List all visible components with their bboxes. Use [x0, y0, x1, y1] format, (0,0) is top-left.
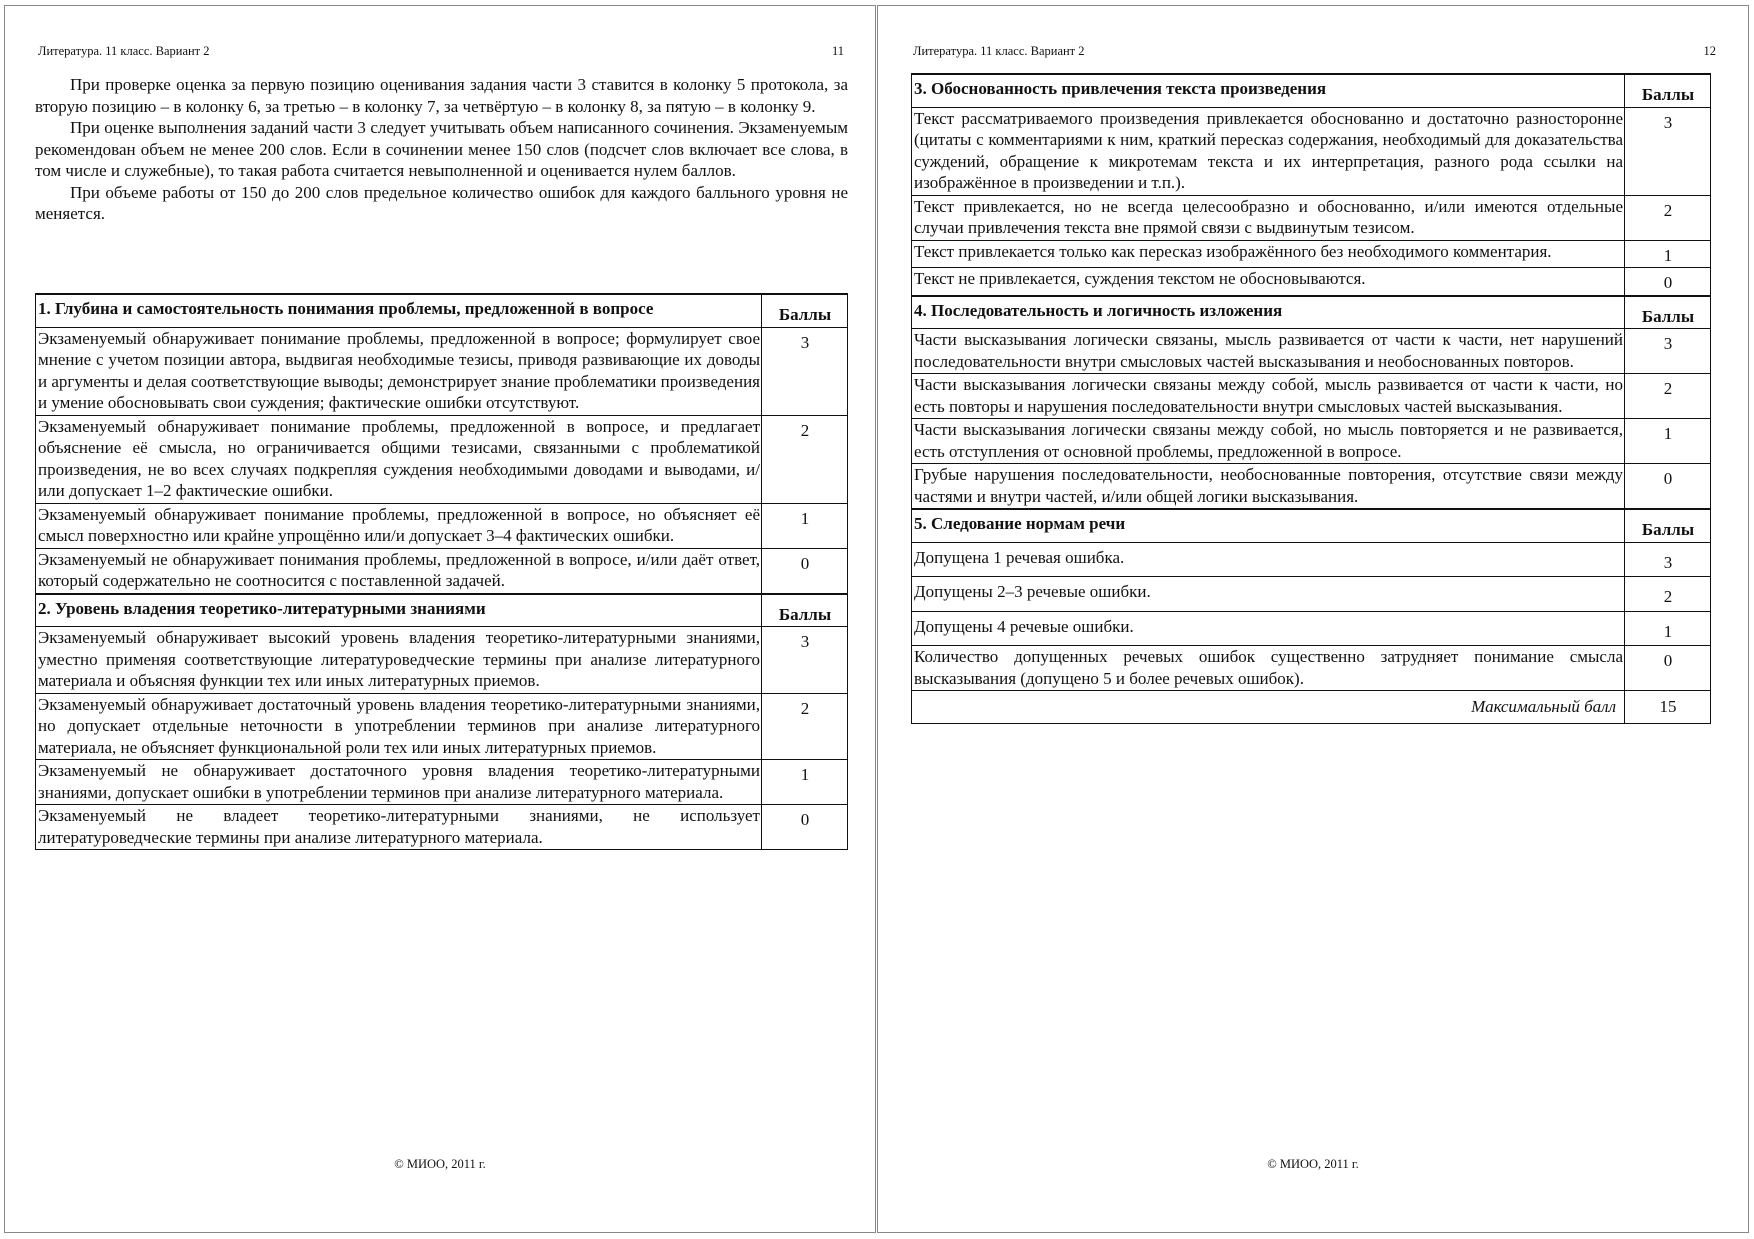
criterion-score: 3: [1625, 107, 1711, 195]
criterion-row: [36, 805, 848, 850]
criterion-row: [912, 240, 1711, 268]
criterion-text: Текст рассматриваемого произведения привлекается обоснованно и достаточно разносторонне (цитаты с комментариями к ним, краткий пересказ содержания, необходимый для доказательства суждений, обращение к микротемам текста и их интерпретация, разного рода ссылки на изображённое в произведении и т.п.).: [912, 107, 1625, 195]
intro-paragraph: При проверке оценка за первую позицию оценивания задания части 3 ставится в колонку 5 протокола, за вторую позицию – в колонку 6, за третью – в колонку 7, за четвёртую – в колонку 8, за пятую – в колонку 9.: [35, 75, 848, 116]
criterion-text: Допущены 2–3 речевые ошибки.: [912, 577, 1625, 612]
criterion-header: [36, 594, 848, 627]
criterion-text: Допущены 4 речевые ошибки.: [912, 611, 1625, 646]
max-score-label: Максимальный балл: [912, 691, 1625, 724]
criterion-title: 4. Последовательность и логичность изложения: [912, 296, 1625, 329]
score-header: Баллы: [762, 594, 848, 627]
criterion-row: [912, 542, 1711, 577]
criterion-row: [912, 464, 1711, 510]
criterion-text: Текст не привлекается, суждения текстом не обосновываются.: [912, 268, 1625, 296]
criterion-row: [912, 107, 1711, 195]
criterion-row: [36, 627, 848, 694]
criterion-row: [36, 548, 848, 594]
criterion-score: 3: [1625, 329, 1711, 374]
criterion-row: [912, 374, 1711, 419]
criterion-score: 0: [1625, 464, 1711, 510]
criterion-score: 2: [1625, 577, 1711, 612]
criterion-text: Экзаменуемый обнаруживает понимание проблемы, предложенной в вопросе, но объясняет её смысл поверхностно или крайне упрощённо или/и допускает 3–4 фактических ошибки.: [36, 503, 762, 548]
right-page: [877, 5, 1749, 1233]
score-header: Баллы: [762, 294, 848, 327]
intro-text: [35, 74, 848, 225]
criterion-title: 3. Обоснованность привлечения текста произведения: [912, 74, 1625, 107]
left-page: [4, 5, 876, 1233]
criteria-table-left: [35, 293, 848, 850]
criterion-row: [912, 195, 1711, 240]
criterion-score: 1: [762, 503, 848, 548]
page-number: 11: [831, 44, 844, 58]
criterion-score: 1: [762, 760, 848, 805]
criterion-score: 1: [1625, 419, 1711, 464]
criterion-score: 1: [1625, 240, 1711, 268]
max-score-row: [912, 691, 1711, 724]
criterion-row: [912, 268, 1711, 296]
criterion-title: 2. Уровень владения теоретико-литературными знаниями: [36, 594, 762, 627]
page-number: 12: [1703, 44, 1716, 58]
criterion-text: Экзаменуемый не обнаруживает достаточного уровня владения теоретико-литературными знаниями, допускает ошибки в употреблении терминов при анализе литературного материала.: [36, 760, 762, 805]
criterion-text: Грубые нарушения последовательности, необоснованные повторения, отсутствие связи между частями и внутри частей, и/или общей логики высказывания.: [912, 464, 1625, 510]
criterion-text: Части высказывания логически связаны между собой, мысль развивается от части к части, но есть повторы и нарушения последовательности внутри смысловых частей высказывания.: [912, 374, 1625, 419]
criterion-header: [912, 509, 1711, 542]
criterion-row: [36, 693, 848, 760]
criterion-text: Допущена 1 речевая ошибка.: [912, 542, 1625, 577]
criterion-text: Текст привлекается, но не всегда целесообразно и обоснованно, и/или имеются отдельные случаи привлечения текста вне прямой связи с выдвинутым тезисом.: [912, 195, 1625, 240]
criterion-row: [912, 577, 1711, 612]
criterion-title: 1. Глубина и самостоятельность понимания проблемы, предложенной в вопросе: [36, 294, 762, 327]
page-footer: © МИОО, 2011 г.: [1267, 1157, 1359, 1171]
criterion-header: [36, 294, 848, 327]
criterion-text: Части высказывания логически связаны, мысль развивается от части к части, нет нарушений последовательности внутри смысловых частей высказывания и необоснованных повторов.: [912, 329, 1625, 374]
criterion-text: Экзаменуемый обнаруживает высокий уровень владения теоретико-литературными знаниями, уместно применяя соответствующие литературоведческие термины при анализе литературного материала и объясняя функции тех или иных литературных приемов.: [36, 627, 762, 694]
header-title: Литература. 11 класс. Вариант 2: [913, 44, 1085, 58]
score-header: Баллы: [1625, 74, 1711, 107]
criterion-score: 0: [1625, 268, 1711, 296]
criterion-row: [36, 327, 848, 415]
criterion-score: 3: [762, 327, 848, 415]
criterion-text: Текст привлекается только как пересказ изображённого без необходимого комментария.: [912, 240, 1625, 268]
criterion-score: 0: [762, 548, 848, 594]
criterion-score: 0: [762, 805, 848, 850]
criterion-header: [912, 296, 1711, 329]
criterion-row: [912, 646, 1711, 691]
criteria-table-right: [911, 73, 1711, 724]
criterion-row: [36, 760, 848, 805]
criterion-text: Части высказывания логически связаны между собой, но мысль повторяется и не развивается, есть отступления от основной проблемы, предложенной в вопросе.: [912, 419, 1625, 464]
criterion-row: [912, 329, 1711, 374]
header-title: Литература. 11 класс. Вариант 2: [38, 44, 210, 58]
criterion-text: Экзаменуемый обнаруживает понимание проблемы, предложенной в вопросе, и предлагает объяснение её смысла, но ограничивается общими тезисами, связанными с проблематикой произведения, не во всех случаях подкрепляя суждения необходимыми доводами и выводами, и/или допускает 1–2 фактические ошибки.: [36, 415, 762, 503]
criterion-score: 3: [1625, 542, 1711, 577]
criterion-score: 1: [1625, 611, 1711, 646]
criterion-header: [912, 74, 1711, 107]
score-header: Баллы: [1625, 509, 1711, 542]
criterion-score: 2: [1625, 195, 1711, 240]
criterion-score: 2: [762, 693, 848, 760]
page-footer: © МИОО, 2011 г.: [394, 1157, 486, 1171]
intro-paragraph: При объеме работы от 150 до 200 слов предельное количество ошибок для каждого балльного уровня не меняется.: [35, 182, 848, 223]
criterion-title: 5. Следование нормам речи: [912, 509, 1625, 542]
criterion-score: 0: [1625, 646, 1711, 691]
criterion-text: Количество допущенных речевых ошибок существенно затрудняет понимание смысла высказывания (допущено 5 и более речевых ошибок).: [912, 646, 1625, 691]
criterion-row: [912, 611, 1711, 646]
intro-paragraph: При оценке выполнения заданий части 3 следует учитывать объем написанного сочинения. Экзаменуемым рекомендован объем не менее 200 слов. Если в сочинении менее 150 слов (подсчет слов включает все слова, в том числе и служебные), то такая работа считается невыполненной и оценивается нулем баллов.: [35, 118, 848, 180]
criterion-text: Экзаменуемый не владеет теоретико-литературными знаниями, не использует литературоведческие термины при анализе литературного материала.: [36, 805, 762, 850]
criterion-row: [36, 503, 848, 548]
max-score-value: 15: [1625, 691, 1711, 724]
criterion-row: [912, 419, 1711, 464]
criterion-row: [36, 415, 848, 503]
criterion-text: Экзаменуемый обнаруживает понимание проблемы, предложенной в вопросе; формулирует свое мнение с учетом позиции автора, выдвигая необходимые тезисы, приводя развивающие их доводы и аргументы и делая соответствующие выводы; демонстрирует знание проблематики произведения и умение обосновывать свои суждения; фактические ошибки отсутствуют.: [36, 327, 762, 415]
criterion-score: 3: [762, 627, 848, 694]
criterion-score: 2: [1625, 374, 1711, 419]
criterion-text: Экзаменуемый не обнаруживает понимания проблемы, предложенной в вопросе, и/или даёт ответ, который содержательно не соотносится с поставленной задачей.: [36, 548, 762, 594]
criterion-score: 2: [762, 415, 848, 503]
criterion-text: Экзаменуемый обнаруживает достаточный уровень владения теоретико-литературными знаниями, но допускает отдельные неточности в употреблении терминов при анализе литературного материала, не объясняет функциональной роли тех или иных литературных приемов.: [36, 693, 762, 760]
score-header: Баллы: [1625, 296, 1711, 329]
